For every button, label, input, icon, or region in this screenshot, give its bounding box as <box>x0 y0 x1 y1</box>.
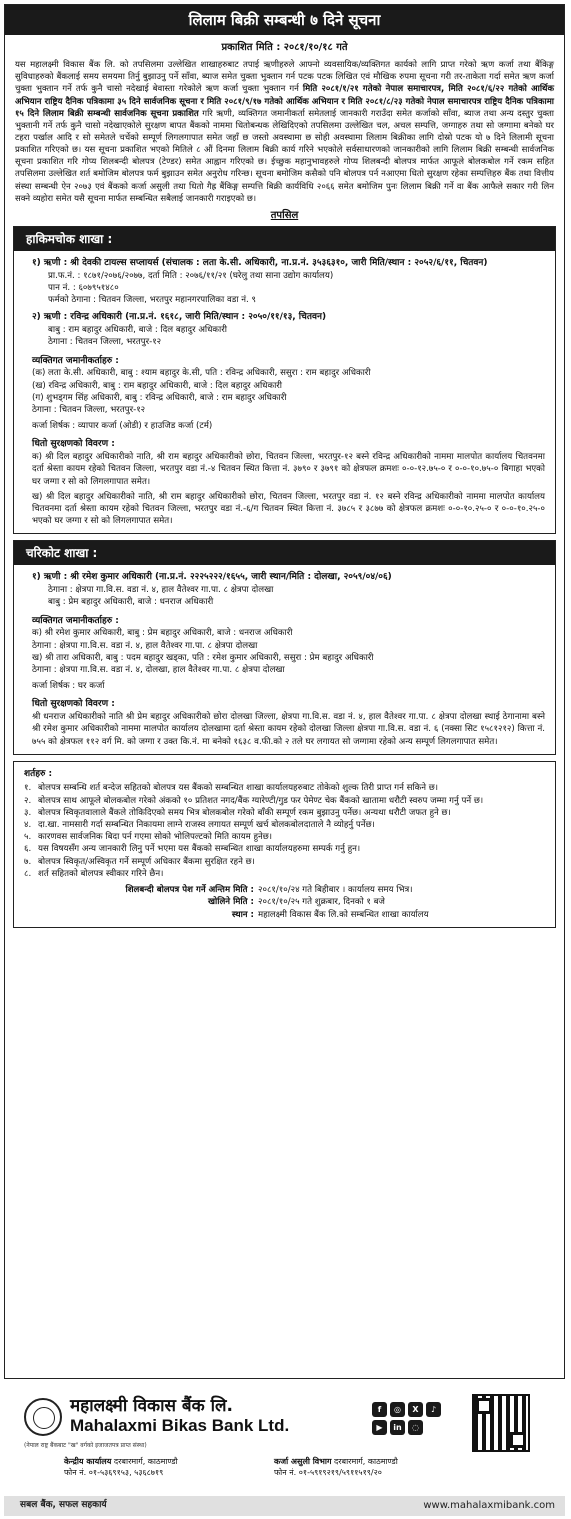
qr-code-icon <box>472 1394 530 1452</box>
recovery-office <box>274 1456 398 1479</box>
footer <box>4 1384 565 1492</box>
borrower-detail: फर्मको ठेगाना : चितवन जिल्ला, भरतपुर महानगरपालिका वडा नं. ९ <box>48 295 256 306</box>
bank-name-english: Mahalaxmi Bikas Bank Ltd. <box>70 1416 290 1435</box>
bid-info-value: २०८१/१०/२५ गते शुक्रबार, दिनको १ बजे <box>258 897 385 908</box>
term-text: बोलपत्र साथ आफूले बोलकबोल गरेको अंकको १० प्रतिशत नगद/बैंक ग्यारेण्टी/गुड फर पेमेण्ट चेक बैंकको खातामा धरौटी स्वरुप जम्मा गर्नु पर्ने छ। <box>38 795 484 806</box>
term-text: दा.खा. नामसारी गर्दा सम्बन्धित निकायमा लाग्ने राजस्व लगायत सम्पूर्ण खर्च बोलकबोलदाताले नै व्योहर्नु पर्नेछ। <box>38 820 375 831</box>
term-item <box>24 843 545 855</box>
loan-type: कर्जा शिर्षक : घर कर्जा <box>32 681 105 692</box>
term-number: ६. <box>24 844 32 855</box>
facebook-icon[interactable]: f <box>372 1402 387 1417</box>
term-number: १. <box>24 783 32 794</box>
linkedin-icon[interactable]: in <box>390 1420 405 1435</box>
borrower-entry <box>32 571 545 608</box>
collateral-detail: ख) श्री दिल बहादुर अधिकारीको नाति, श्री राम बहादुर अधिकारीको छोरा, चितवन जिल्ला, भरतपुर वडा नं. १२ बस्ने रविन्द्र अधिकारीको नाममा मालपोत कार्यालय चितवनमा दर्ता श्रेस्ता कायम रहेको चितवन जिल्ला, भरतपुर वडा नं.-६/ग चितवन स्थित कित्ता नं. ३७८५ र ३८७७ को क्षेत्रफल क्रमशः ०-०-१०.२५-० र ०-०-१०.२५-० भएको घर जग्गा र सो को लिगलगापात समेत। <box>32 491 545 527</box>
recovery-office-phone: फोन नं. ०१-५९१९२१९/५९११५१९/२० <box>274 1468 382 1478</box>
term-item <box>24 856 545 868</box>
borrower-heading: १) ऋणी : श्री रमेश कुमार अधिकारी (ना.प्र.नं. २२२५२२२/१६५५, जारी स्थान/मिति : दोलखा, २०५९/०४/०६) <box>32 572 392 583</box>
notice-frame <box>4 4 565 1379</box>
term-item <box>24 807 545 819</box>
term-number: ७. <box>24 856 32 867</box>
tiktok-icon[interactable]: ♪ <box>426 1402 441 1417</box>
branch-section <box>13 226 556 534</box>
branch-title: हाकिमचोक शाखा : <box>14 227 555 251</box>
bid-info-row <box>24 896 545 908</box>
borrower-heading: २) ऋणी : रविन्द्र अधिकारी (ना.प्र.नं. १६१८, जारी मिति/स्थान : २०५०/११/१३, चितवन) <box>32 312 327 323</box>
term-number: ५. <box>24 832 32 843</box>
bid-info <box>24 884 545 921</box>
bid-info-row <box>24 909 545 921</box>
x-icon[interactable]: X <box>408 1402 423 1417</box>
notice-title: लिलाम बिक्री सम्बन्धी ७ दिने सूचना <box>5 5 564 35</box>
term-item <box>24 868 545 880</box>
term-item <box>24 795 545 807</box>
term-number: ८. <box>24 868 32 879</box>
central-office-label: केन्द्रीय कार्यालय <box>64 1457 112 1466</box>
intro-segment: यस महालक्ष्मी विकास बैंक लि. को तपसिलमा उल्लेखित शाखाहरुबाट तपाई ऋणीहरुले आफ्नो व्यवसायिक/व्यक्तिगत कार्यको लागि प्राप्त गरेको ऋण कर्जा तथा बैंकिङ्ग सुविधाहरुको बैंकलाई समय समयमा तिर्नु बुझाउनु पर्ने साँवा, ब्याज समेत चुक्ता भुक्तान गर्न पटक पटक लिखित एवं मौखिक रुपमा सूचना गरी तर-ताकेता गर्दा समेत ऋण कर्जा चुक्ता भुक्तान गर्ने तर्फ कुनै चासो नदेखाई बेवास्ता गरेकोले ऋण कर्जा चुक्ता भुक्तान गर्न <box>15 60 554 95</box>
borrower-detail: प्रा.फ.नं. : १८७१/२०७६/२०७७, दर्ता मिति : २०७६/११/२१ (घरेलु तथा साना उद्योग कार्यालय) <box>48 270 334 281</box>
terms-heading: शर्तहरु : <box>24 768 53 779</box>
guarantor-line: (ख) रविन्द्र अधिकारी, बाबु : राम बहादुर अधिकारी, बाजे : दिल बहादुर अधिकारी <box>32 380 283 391</box>
guarantor-heading: व्यक्तिगत जमानीकर्ताहरु : <box>32 615 119 626</box>
bank-logo-icon <box>24 1398 62 1436</box>
loan-type: कर्जा शिर्षक : व्यापार कर्जा (ओडी) र हाउजिड कर्जा (टर्म) <box>32 421 213 432</box>
bid-info-label: शिलबन्दी बोलपत्र पेश गर्ने अन्तिम मिति : <box>125 885 254 896</box>
youtube-icon[interactable]: ▶ <box>372 1420 387 1435</box>
intro-segment: गरि ऋणी, व्यक्तिगत जमानीकर्ता समेतलाई जानकारी गराउँदा समेत कर्जाको साँवा, ब्याज तथा अन्य दस्तुर चुक्ता भुक्तानी गर्ने तर्फ कुनै चासो नदेखाएकोले सुरक्षण बापत बैंकको नाममा धितोबन्धक लेखिदिएको तपसिलमा उल्लेखित चल, अचल सम्पत्ति, जग्गाहरु तथा सो जग्गामा बनेको घर टहरा पर्खाल आदि र सो समेतले चर्चेको सम्पूर्ण लिगलगापात समेत जहाँ छ जस्तो अवस्थामा छ सोही अवस्थामा लिलाम बिक्रीका लागि दोस्रो पटक यो ७ दिने लिलामी सूचना प्रकाशित गरिएको छ। यस सूचना प्रकाशित भएको मितिले ८ औं दिनमा लिलाम बिक्री कार्य गरिने भएकोले सर्वसाधारणको जानकारीको लागि लिलाम बिक्री सम्बन्धी सार्वजनिक सूचना प्रकाशित गरि गोप्य शिलबन्दी बोलपत्र (टेण्डर) समेत आह्वान गरिएको छ। ईच्छुक महानुभावहरुले गोप्य शिलबन्दी बोलपत्र मार्फत आफूले बोलकबोल गर्ने रकम सहित तपसिलमा उल्लेखित शर्त बमोजिम बोलपत्र फर्म बुझाउन समेत अनुरोध गरिन्छ। सूचना बमोजिम कसैको पनि बोलपत्र पर्न नआएमा धितो सुरक्षण रहेका सम्पत्तिहरु बैंक तथा वित्तीय संस्था सम्बन्धी ऐन २०७३ एवं बैंकको कर्जा असुली तथा धितो गैह्र बैंकिङ्ग सम्पत्ति बिक्री कार्यविधि २०६६ समेत बमोजिम पुनः लिलाम बिक्री गर्ने वा बैंक आफैले सकार गरी लिन सक्ने व्यहोरा समेत यसै सूचना मार्फत सम्बन्धित सबैलाई जानकारी गराइएको छ। <box>15 108 554 204</box>
slogan: सबल बैंक, सफल सहकार्य <box>20 1500 107 1510</box>
guarantor-line: ठेगाना : क्षेत्रपा गा.वि.स. वडा नं. ४, दोलखा, हाल वैतेश्वर गा.पा. ८ क्षेत्रपा दोलखा <box>32 664 285 675</box>
social-icons <box>372 1402 452 1435</box>
intro-segment: मिति २०८१/१/२१ गतेको नेपाल समाचारपत्र, मिति २०८१/६/२२ गतेको आर्थिक अभियान राष्ट्रिय दैनिक पत्रिकामा ३५ दिने सार्वजनिक सूचना र मिति २०८१/९/१७ गतेको आर्थिक अभियान र मिति २०८१/८/२३ गतेको नेपाल समाचारपत्र राष्ट्रिय दैनिक पत्रिकामा १५ दिने लिलाम बिक्री सम्बन्धी सार्वजनिक सूचना प्रकाशित <box>15 84 554 119</box>
borrower-detail: बाबु : राम बहादुर अधिकारी, बाजे : दिल बहादुर अधिकारी <box>48 325 227 336</box>
bank-name-nepali: महालक्ष्मी विकास बैंक लि. <box>70 1396 233 1416</box>
collateral-detail: श्री धनराज अधिकारीको नाति श्री प्रेम बहादुर अधिकारीको छोरा दोलखा जिल्ला, क्षेत्रपा गा.वि.स. वडा नं. ४, हाल वैतेश्वर गा.पा. ८ क्षेत्रपा दोलखा स्थाई ठेगानामा बस्ने श्री रमेश कुमार अधिकारीको नाममा मालपोत कार्यालय दोलखामा दर्ता श्रेस्ता कायम रहेको दोलखा जिल्ला क्षेत्रपा गा.वि.स. वडा नं. ६ (नक्सा सिट १५८१२१२) कित्ता नं. ७५५ को क्षेत्रफल ११२ वर्ग मि. को जग्गा र उक्त कि.नं. मा बनेको १६३८ व.फी.को २ तले घर लगायत सो जग्गामा रहेको अन्य सम्पूर्ण लिगलगापात समेत। <box>32 712 545 747</box>
borrower-heading: १) ऋणी : श्री देवकी टायल्स सप्लायर्स (संचालक : लता के.सी. अधिकारी, ना.प्र.नं. ३५३६३१०, जारी मिति/स्थान : २०५२/६/११, चितवन) <box>32 258 488 269</box>
guarantor-line: ठेगाना : क्षेत्रपा गा.वि.स. वडा नं. ४, हाल वैतेश्वर गा.पा. ८ क्षेत्रपा दोलखा <box>32 640 258 651</box>
guarantor-line: (क) लता के.सी. अधिकारी, बाबु : श्याम बहादुर के.सी, पति : रविन्द्र अधिकारी, ससुरा : राम बहादुर अधिकारी <box>32 368 371 379</box>
term-text: यस विषयसँग अन्य जानकारी लिनु पर्ने भएमा यस बैंकको सम्बन्धित शाखा कार्यालयहरुमा सम्पर्क गर्नु हुन। <box>38 844 361 855</box>
collateral-detail: क) श्री दिल बहादुर अधिकारीको नाति, श्री राम बहादुर अधिकारीको छोरा, चितवन जिल्ला, भरतपुर-१२ बस्ने रविन्द्र अधिकारीको नाममा मालपोत कार्यालय चितवनमा दर्ता श्रेस्ता कायम रहेको चितवन जिल्ला, भरतपुर वडा नं.-४ चितवन स्थित कित्ता नं. ३७९० र ३७९१ को क्षेत्रफल क्रमशः ०-०-१२.७५-० र ०-०-१०.७५-० बिगाहा भएको घर जग्गा र सो को लिगलगापात समेत। <box>32 452 545 487</box>
terms-box <box>13 761 556 928</box>
term-item <box>24 819 545 831</box>
bid-info-label: स्थान : <box>231 909 254 920</box>
branch-sections <box>5 226 564 755</box>
term-text: बोलपत्र सम्बन्धि शर्त बन्देज सहितको बोलपत्र यस बैंकको सम्बन्धित शाखा कार्यालयहरुबाट तोकेको शुल्क तिरी प्राप्त गर्न सकिने छ। <box>38 783 439 794</box>
borrower-entry <box>32 311 545 348</box>
license-note: (नेपाल राष्ट्र बैंकबाट "ख" वर्गको इजाजतपत्र प्राप्त संस्था) <box>24 1442 147 1449</box>
recovery-office-address: दरबारमार्ग, काठमाण्डौ <box>334 1457 398 1466</box>
guarantor-line: ख) श्री तारा अधिकारी, बाबु : पदम बहादुर खड्का, पति : रमेश कुमार अधिकारी, ससुरा : प्रेम बहादुर अधिकारी <box>32 652 374 663</box>
collateral-heading: धितो सुरक्षणको विवरण : <box>32 699 115 710</box>
branch-title: चरिकोट शाखा : <box>14 541 555 565</box>
term-item <box>24 782 545 794</box>
borrower-detail: बाबु : प्रेम बहादुर अधिकारी, बाजे : धनराज अधिकारी <box>48 597 214 608</box>
viber-icon[interactable]: ◌ <box>408 1420 423 1435</box>
guarantor-line: (ग) शुभड्गम सिंह अधिकारी, बाबु : रविन्द्र अधिकारी, बाजे : राम बहादुर अधिकारी <box>32 392 287 403</box>
instagram-icon[interactable]: ◎ <box>390 1402 405 1417</box>
term-number: ३. <box>24 807 32 818</box>
branch-body <box>14 565 555 753</box>
guarantor-line: ठेगाना : चितवन जिल्ला, भरतपुर-१२ <box>32 404 146 415</box>
term-number: ४. <box>24 820 32 831</box>
borrower-entry <box>32 257 545 306</box>
term-text: शर्त सहितको बोलपत्र स्वीकार गरिने छैन। <box>38 868 164 879</box>
guarantor-line: क) श्री रमेश कुमार अधिकारी, बाबु : प्रेम बहादुर अधिकारी, बाजे : धनराज अधिकारी <box>32 628 293 639</box>
bid-info-row <box>24 884 545 896</box>
collateral-heading: धितो सुरक्षणको विवरण : <box>32 439 115 450</box>
branch-body <box>14 251 555 533</box>
bid-info-value: २०८१/१०/२४ गते बिहीबार । कार्यालय समय भित्र। <box>258 885 413 896</box>
bid-info-value: महालक्ष्मी विकास बैंक लि.को सम्बन्धित शाखा कार्यालय <box>258 909 429 920</box>
central-office <box>64 1456 178 1479</box>
branch-section <box>13 540 556 754</box>
term-item <box>24 831 545 843</box>
term-text: बोलपत्र स्विकृत/अस्विकृत गर्ने सम्पूर्ण अधिकार बैंकमा सुरक्षित रहने छ। <box>38 856 255 867</box>
recovery-office-label: कर्जा असुली विभाग <box>274 1457 332 1466</box>
tapsil-heading: तपसिल <box>270 209 299 221</box>
website-link[interactable]: www.mahalaxmibank.com <box>423 1500 555 1511</box>
term-number: २. <box>24 795 32 806</box>
slogan-bar <box>4 1496 565 1516</box>
term-text: बोलपत्र स्विकृतवालाले बैंकले तोकिदिएको समय भित्र बोलकबोल गरेको बाँकी सम्पूर्ण रकम बुझाउनु पर्नेछ। अन्यथा धरौटी जफत हुने छ। <box>38 807 451 818</box>
published-date: प्रकाशित मिति : २०८१/१०/१८ गते <box>221 42 348 53</box>
terms-list <box>24 782 545 880</box>
central-office-phone: फोन नं. ०१-५३६९१५३, ५३६८७१९ <box>64 1468 164 1478</box>
central-office-address: दरबारमार्ग, काठमाण्डौ <box>113 1457 178 1466</box>
bid-info-label: खोलिने मिति : <box>208 897 254 908</box>
borrower-detail: ठेगाना : चितवन जिल्ला, भरतपुर-१२ <box>48 337 162 348</box>
guarantor-heading: व्यक्तिगत जमानीकर्ताहरु : <box>32 355 119 366</box>
borrower-detail: ठेगाना : क्षेत्रपा गा.वि.स. वडा नं. ४, हाल वैतेश्वर गा.पा. ८ क्षेत्रपा दोलखा <box>48 585 274 596</box>
borrower-detail: पान नं. : ६०७९५१४८० <box>48 283 119 294</box>
term-text: कारणवस सार्वजनिक बिदा पर्न गएमा सोको भोलिपल्टको मिति कायम हुनेछ। <box>38 832 273 843</box>
intro-paragraph <box>5 59 564 205</box>
